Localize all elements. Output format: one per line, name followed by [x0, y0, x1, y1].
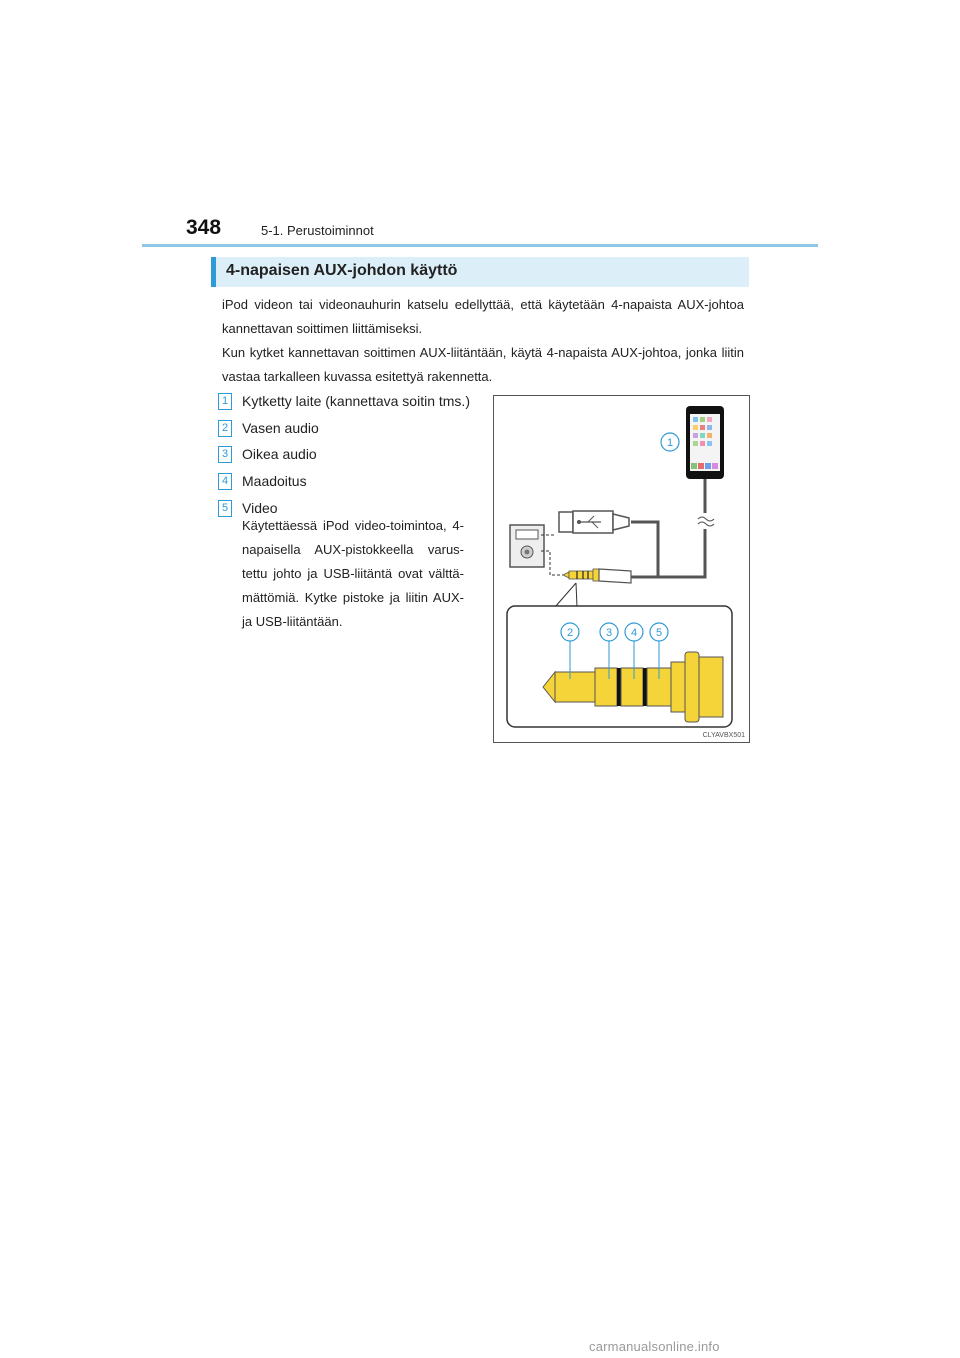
- section-reference: 5-1. Perustoiminnot: [261, 223, 374, 238]
- list-item-label: Oikea audio: [242, 446, 317, 462]
- callout-2-label: 2: [566, 627, 574, 639]
- connection-diagram: [493, 395, 750, 743]
- instruction-paragraph: Kun kytket kannettavan soittimen AUX-liitäntään, käytä 4-napaista AUX-johtoa, jonka liitin vastaa tarkalleen kuvassa esitettyä rakennetta.: [222, 345, 744, 384]
- number-badge: 1: [218, 393, 232, 410]
- header-rule: [142, 244, 818, 247]
- callout-5: [650, 623, 668, 641]
- page-number: 348: [186, 216, 222, 239]
- list-item-label: Maadoitus: [242, 473, 307, 489]
- callout-4: [625, 623, 643, 641]
- callout-3: [600, 623, 618, 641]
- intro-paragraph: iPod videon tai videonauhurin katselu edellyttää, että käytetään 4-napaista AUX-johtoa kannettavan soittimen liittämiseksi.: [222, 297, 744, 336]
- callout-3-label: 3: [605, 627, 613, 639]
- vehicle-ports-icon: [510, 525, 544, 567]
- list-item-label: Vasen audio: [242, 420, 319, 436]
- footer-watermark: carmanualsonline.info: [589, 1339, 720, 1354]
- callout-2: [561, 623, 579, 641]
- list-item-label: Video: [242, 500, 278, 516]
- figure-code: CLYAVBX501: [702, 732, 745, 739]
- number-badge: 3: [218, 446, 232, 463]
- section-heading-text: 4-napaisen AUX-johdon käyttö: [226, 262, 458, 279]
- callout-1-label: 1: [666, 437, 674, 449]
- portable-player-icon: [686, 406, 724, 479]
- callout-1: [661, 433, 679, 451]
- number-badge: 4: [218, 473, 232, 490]
- number-badge: 2: [218, 420, 232, 437]
- list-item-label: Kytketty laite (kannettava soitin tms.): [242, 393, 470, 409]
- number-badge: 5: [218, 500, 232, 517]
- video-note: Käytettäessä iPod video-toimintoa, 4-napaisella AUX-pistokkeella varus-tettu johto ja USB-liitäntä ovat välttä-mättömiä. Kytke pistoke ja liitin AUX- ja USB-liitäntään.: [242, 518, 464, 629]
- callout-5-label: 5: [655, 627, 663, 639]
- callout-4-label: 4: [630, 627, 638, 639]
- section-heading: [211, 257, 749, 287]
